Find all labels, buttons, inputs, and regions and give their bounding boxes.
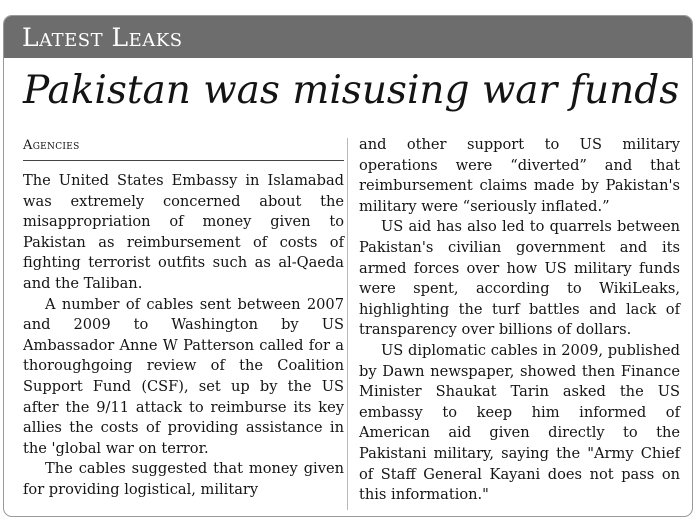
article-paragraph-3-start: The cables suggested that money given for providing logistical, military [23,460,344,498]
article-paragraph-4: US aid has also led to quarrels between Pakistan's civilian government and its armed forces over how US military funds were spent, according to WikiLeaks, highlighting the turf battles and lack of transparency over billions of dollars. [359,218,680,339]
article-paragraph-3-end: and other support to US military operations were “diverted” and that reimbursement claims made by Pakistan's military were “seriously inflated.” [359,136,680,215]
column-divider [347,138,348,510]
article-paragraph-2: A number of cables sent between 2007 and 2009 to Washington by US Ambassador Anne W Patterson called for a thoroughgoing review of the Coalition Support Fund (CSF), set up by the US after the 9/11 attack to reimburse its key allies the costs of providing assistance in the 'global war on terror. [23,295,344,457]
article-column-right [359,135,680,506]
byline: Agencies [23,136,344,161]
article-frame [3,15,693,517]
section-title: Latest Leaks [22,23,183,52]
article-paragraph-1: The United States Embassy in Islamabad was extremely concerned about the misappropriation of money given to Pakistan as reimbursement of costs of fighting terrorist outfits such as al-Qaeda and the Taliban. [23,172,344,292]
article-column-left [23,136,344,501]
headline: Pakistan was misusing war funds [23,68,680,113]
article-paragraph-5: US diplomatic cables in 2009, published by Dawn newspaper, showed then Finance Minister Shaukat Tarin asked the US embassy to keep him informed of American aid given directly to the Pakistani military, saying the "Army Chief of Staff General Kayani does not pass on this information." [359,341,680,504]
section-banner [4,16,692,58]
